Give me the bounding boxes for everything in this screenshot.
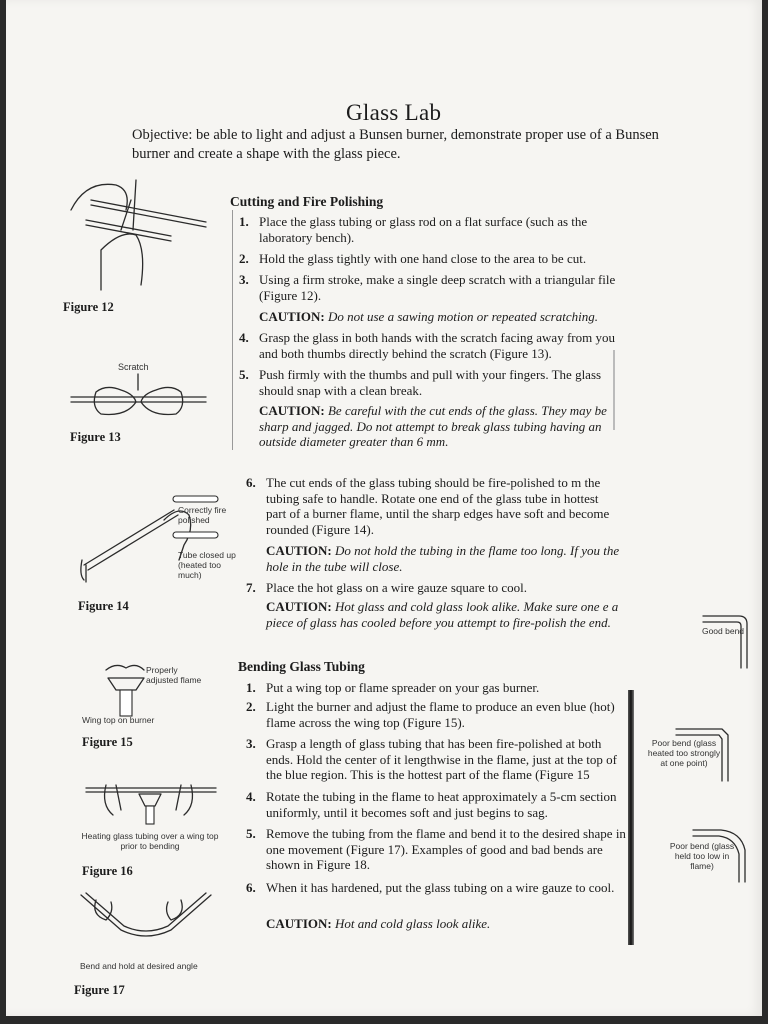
figure-13-caption: Figure 13	[70, 430, 121, 444]
section-heading-cutting: Cutting and Fire Polishing	[230, 194, 384, 209]
figure-14-label-polished: Correctly fire polished	[178, 505, 227, 525]
list-item: 7. Place the hot glass on a wire gauze square to cool.	[246, 580, 527, 595]
list-item: 2. Light the burner and adjust the flame to produce an even blue (hot) flame across the wing top (Figure 15).	[246, 699, 615, 730]
list-item: 6. The cut ends of the glass tubing should be fire-polished to m the tubing safe to handle. Rotate one end of the glass tube in hottest part of a burner flame, until the sharp edges have soft and become rounded (Figure 14).	[246, 475, 610, 537]
caution-note: CAUTION: Do not hold the tubing in the flame too long. If you the hole in the tube will close.	[266, 543, 620, 574]
document-page	[6, 0, 762, 1016]
list-item: 4. Rotate the tubing in the flame to heat approximately a 5-cm section uniformly, until it becomes soft and just begins to sag.	[246, 789, 617, 820]
list-item: 1. Put a wing top or flame spreader on your gas burner.	[246, 680, 540, 695]
figure-12-caption: Figure 12	[63, 300, 114, 314]
page-title: Glass Lab	[346, 100, 442, 125]
figure-15-label-wingtop: Wing top on burner	[82, 715, 155, 725]
figure-16-label: Heating glass tubing over a wing top prior to bending	[81, 831, 219, 851]
list-item: 5. Push firmly with the thumbs and pull with your fingers. The glass should snap with a clean break.	[239, 367, 602, 398]
figure-12-illustration	[61, 170, 211, 300]
list-item: 3. Grasp a length of glass tubing that has been fire-polished at both ends. Hold the center of it lengthwise in the flame, just at the top of the blue region. This is the hottest part of the flame (Figure 15	[246, 736, 617, 782]
figure-15-label-flame: Properly adjusted flame	[146, 665, 202, 685]
caution-note: CAUTION: Hot glass and cold glass look alike. Make sure one e a piece of glass has cooled before you attempt to fire-polish the end.	[266, 599, 619, 630]
objective-text: Objective: be able to light and adjust a Bunsen burner, demonstrate proper use of a Bunsen burner and create a shape with the glass piece.	[132, 127, 659, 162]
figure-17-illustration	[76, 890, 216, 950]
caution-note: CAUTION: Be careful with the cut ends of the glass. They may be sharp and jagged. Do not attempt to break glass tubing having an outside diameter greater than 6 mm.	[259, 403, 607, 449]
figure-17-label: Bend and hold at desired angle	[80, 961, 198, 971]
figure-18-poor-label-1: Poor bend (glass heated too strongly at one point)	[647, 738, 721, 768]
figure-17-caption: Figure 17	[74, 983, 125, 997]
figure-15-caption: Figure 15	[82, 735, 133, 749]
figure-18-poor-label-2: Poor bend (glass held too low in flame)	[669, 841, 735, 871]
figure-16-illustration	[81, 780, 221, 830]
figure-18-good-bend	[701, 612, 751, 672]
figure-13-illustration	[66, 372, 216, 422]
figure-18-good-label: Good bend	[701, 626, 745, 636]
list-item: 2. Hold the glass tightly with one hand close to the area to be cut.	[239, 251, 587, 266]
list-item: 1. Place the glass tubing or glass rod on a flat surface (such as the laboratory bench).	[239, 214, 588, 245]
list-item: 5. Remove the tubing from the flame and bend it to the desired shape in one movement (Figure 17). Examples of good and bad bends are shown in Figure 18.	[246, 826, 626, 872]
figure-16-caption: Figure 16	[82, 864, 133, 878]
figure-13-label: Scratch	[118, 362, 149, 372]
list-item: 3. Using a firm stroke, make a single deep scratch with a triangular file (Figure 12).	[239, 272, 616, 303]
binding-shadow	[628, 690, 634, 945]
list-item: 4. Grasp the glass in both hands with the scratch facing away from you and both thumbs directly behind the scratch (Figure 13).	[239, 330, 615, 361]
column-divider	[232, 210, 233, 450]
list-item: 6. When it has hardened, put the glass tubing on a wire gauze to cool.	[246, 880, 615, 895]
figure-14-label-closed: Tube closed up (heated too much)	[178, 550, 236, 580]
figure-14-caption: Figure 14	[78, 599, 129, 613]
caution-note: CAUTION: Do not use a sawing motion or repeated scratching.	[259, 309, 598, 324]
caution-note: CAUTION: Hot and cold glass look alike.	[266, 916, 491, 931]
section-heading-bending: Bending Glass Tubing	[238, 659, 365, 674]
